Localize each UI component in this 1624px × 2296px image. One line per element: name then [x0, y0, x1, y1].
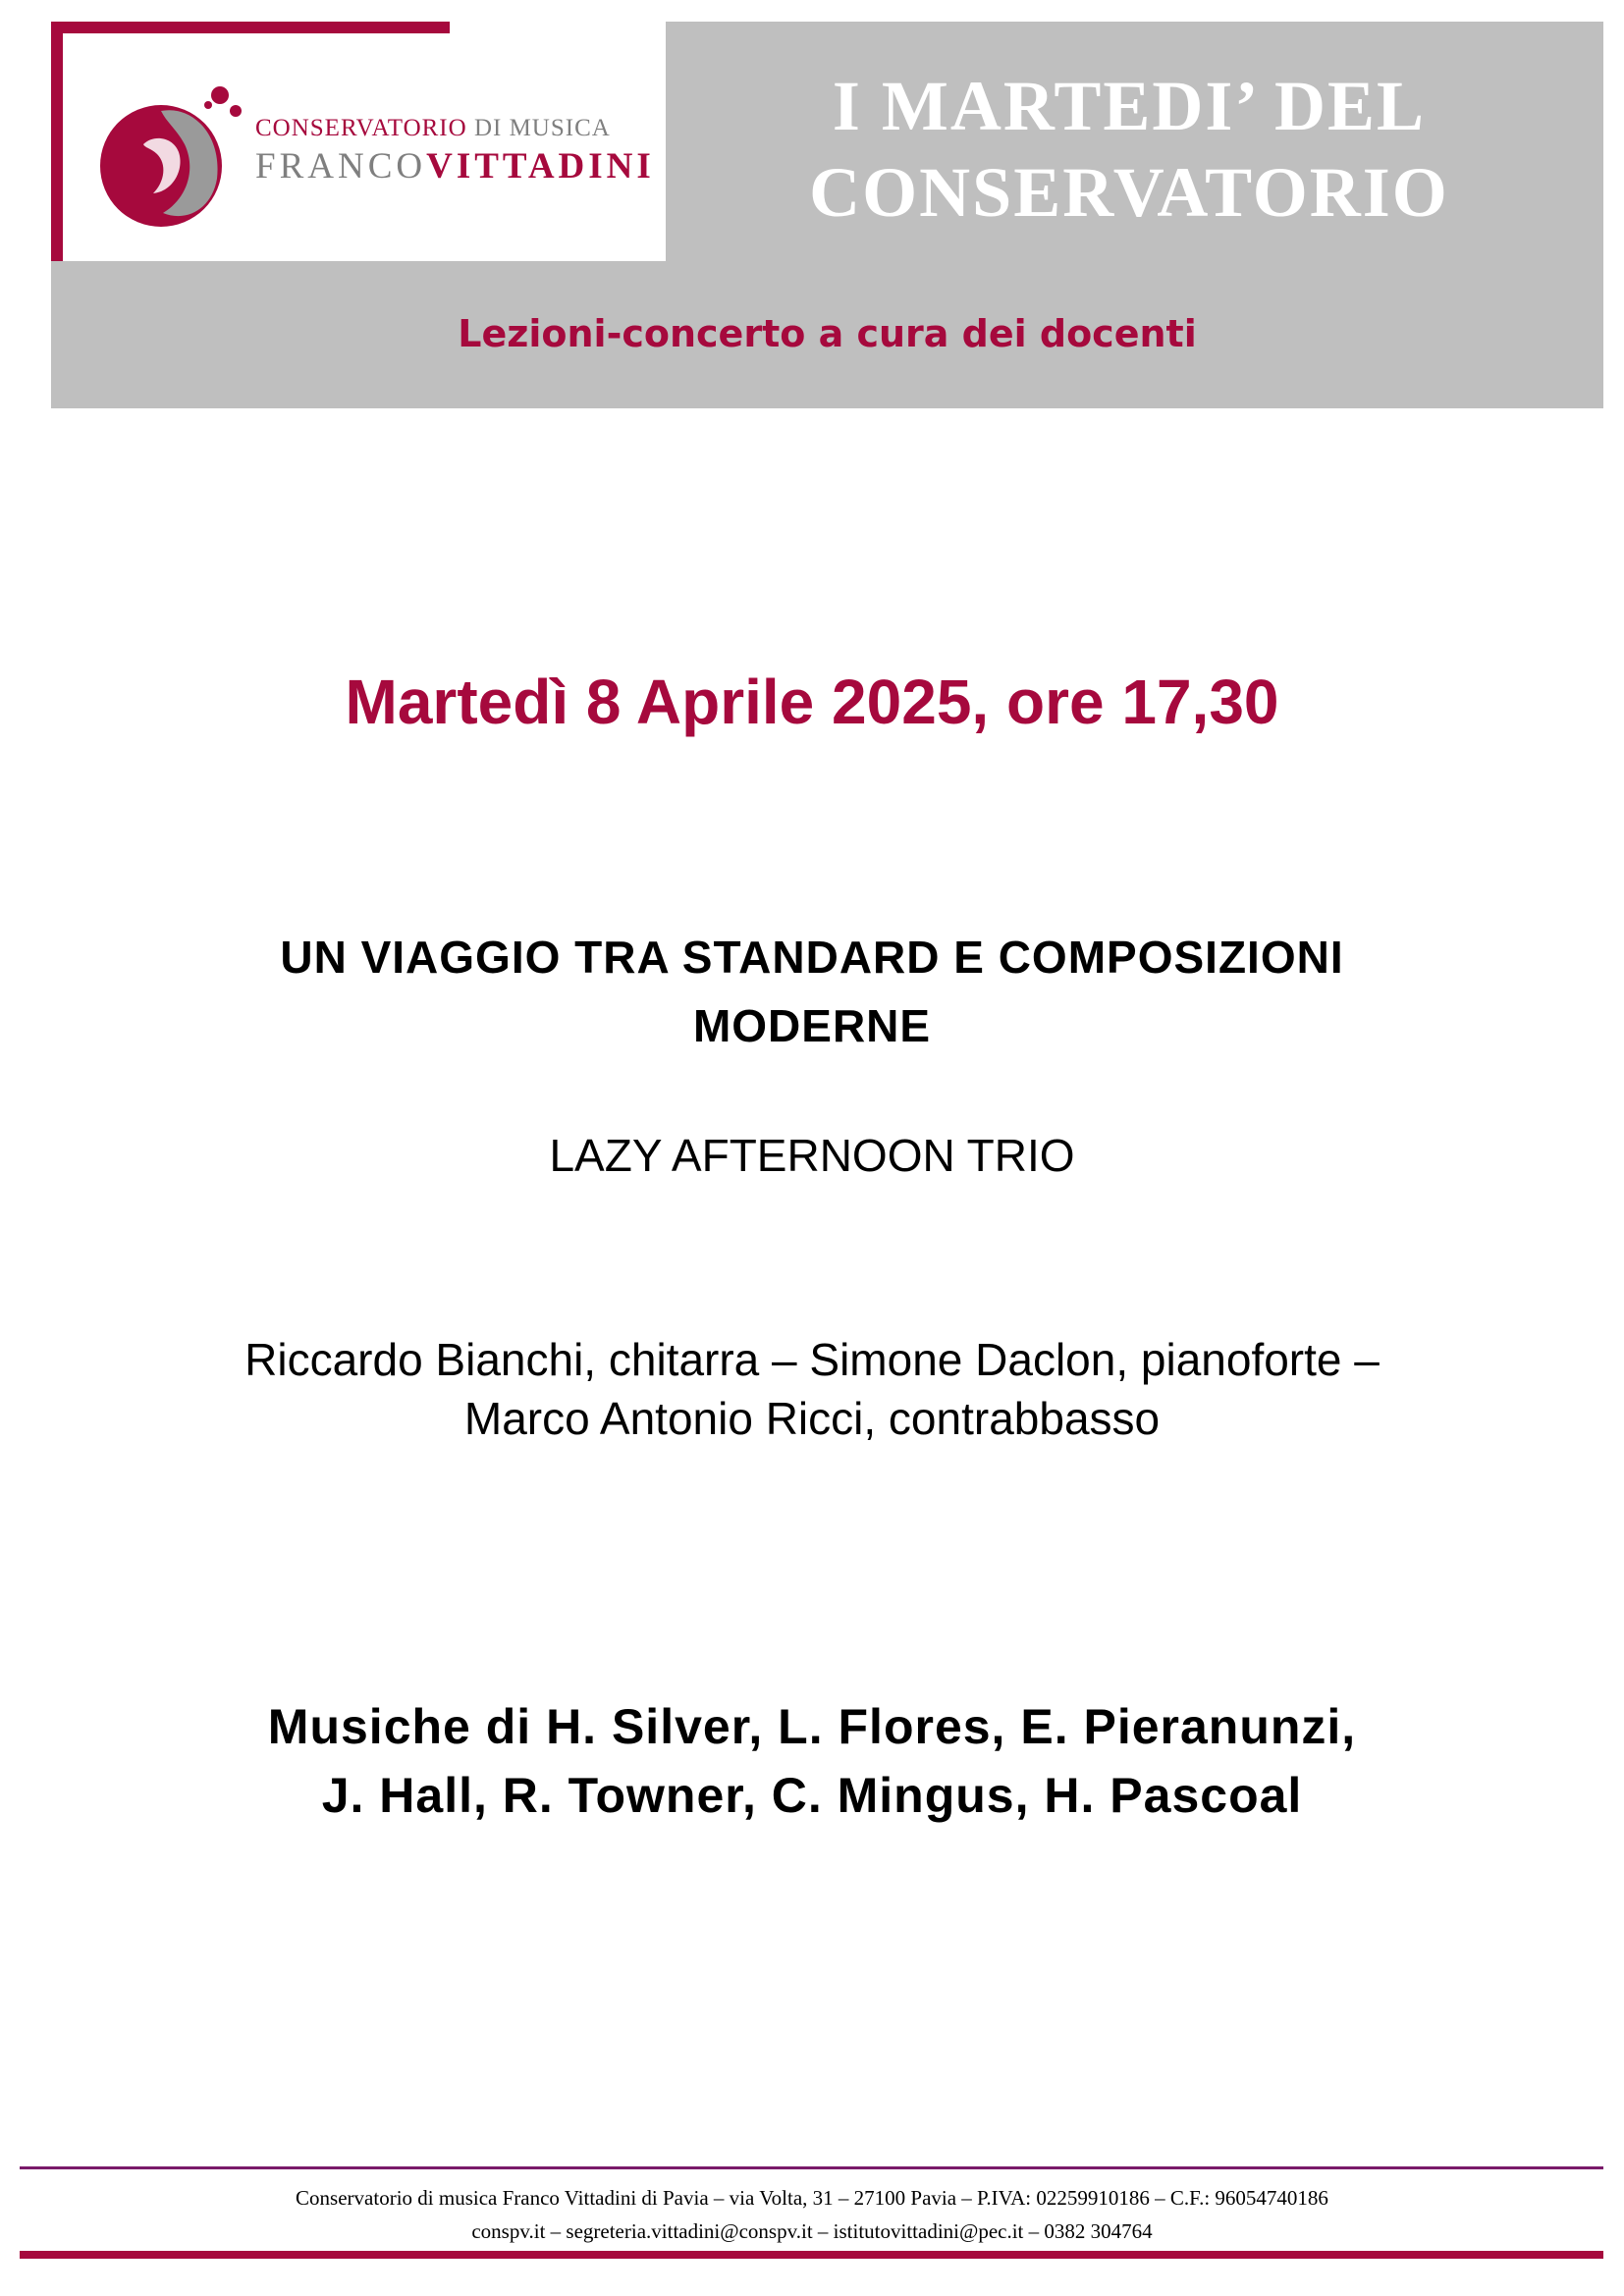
footer-contacts: [0, 2181, 1624, 2248]
logo-emblem-icon: [94, 76, 261, 242]
event-title: [0, 923, 1624, 1060]
footer-divider-top: [20, 2166, 1603, 2169]
logo-frame-top: [51, 22, 450, 33]
conservatory-logo: [51, 22, 666, 261]
event-date: Martedì 8 Aprile 2025, ore 17,30: [345, 667, 1279, 737]
logo-frame-left: [51, 22, 63, 261]
composers: [0, 1692, 1624, 1830]
logo-vittadini: VITTADINI: [426, 146, 655, 187]
series-title-line2: CONSERVATORIO: [809, 153, 1449, 232]
ensemble-name: LAZY AFTERNOON TRIO: [549, 1130, 1075, 1181]
series-subtitle: Lezioni-concerto a cura dei docenti: [458, 312, 1197, 355]
series-title-line1: I MARTEDI’ DEL: [832, 67, 1427, 145]
footer-address: Conservatorio di musica Franco Vittadini di Pavia – via Volta, 31 – 27100 Pavia – P.IVA: 02259910186 – C.F.: 96054740186: [296, 2186, 1328, 2210]
performers-line2: Marco Antonio Ricci, contrabbasso: [463, 1393, 1161, 1444]
logo-conservatorio: CONSERVATORIO: [255, 115, 467, 141]
footer-web-contacts: conspv.it – segreteria.vittadini@conspv.it – istitutovittadini@pec.it – 0382 304764: [471, 2219, 1153, 2243]
logo-franco: FRANCO: [255, 146, 427, 187]
composers-line1: Musiche di H. Silver, L. Flores, E. Pieranunzi,: [267, 1699, 1357, 1754]
performers-line1: Riccardo Bianchi, chitarra – Simone Daclon, pianoforte –: [244, 1334, 1380, 1385]
footer-divider-bottom: [20, 2251, 1603, 2259]
series-title: [687, 63, 1571, 236]
logo-text-line1: [255, 115, 611, 142]
logo-text-line2: [255, 145, 655, 187]
logo-di-musica: DI MUSICA: [466, 115, 611, 141]
performers: [0, 1330, 1624, 1448]
event-title-line1: UN VIAGGIO TRA STANDARD E COMPOSIZIONI: [280, 932, 1344, 983]
event-title-line2: MODERNE: [692, 1000, 932, 1051]
composers-line2: J. Hall, R. Towner, C. Mingus, H. Pascoal: [321, 1768, 1303, 1823]
